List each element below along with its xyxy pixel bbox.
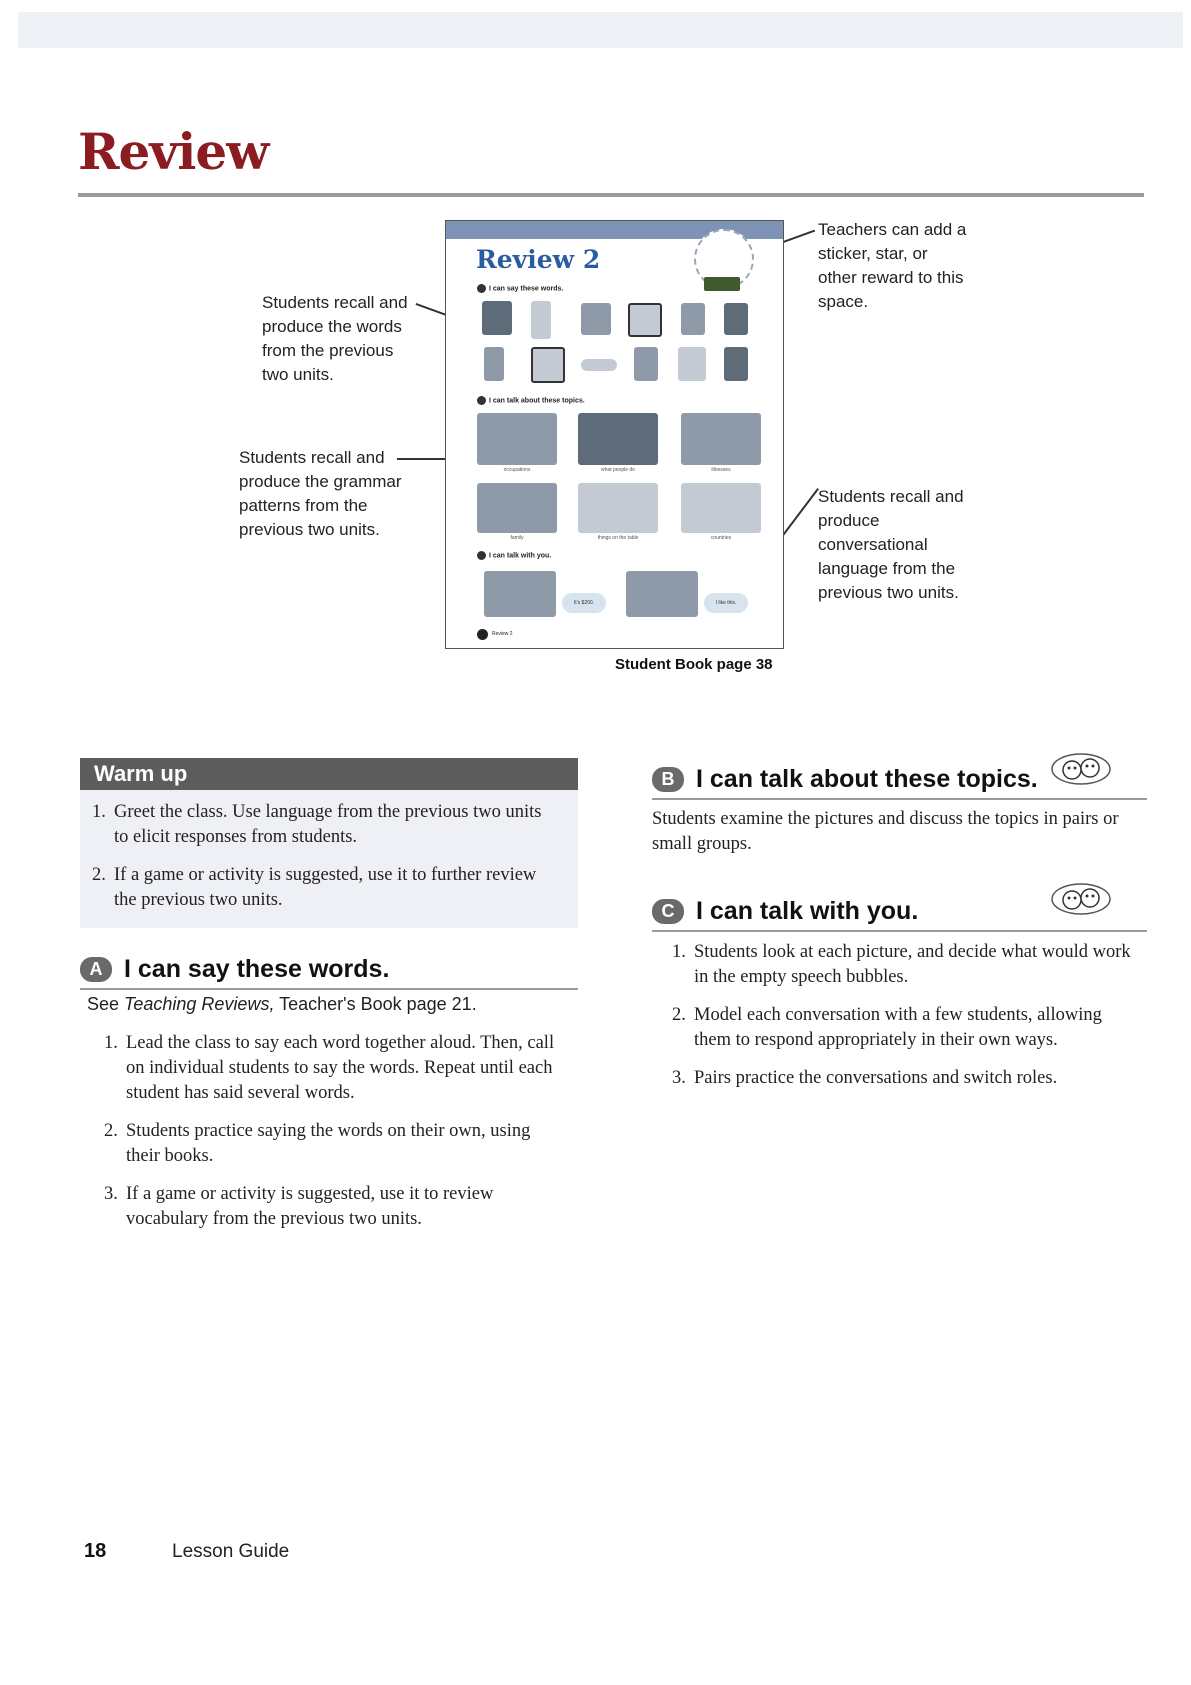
list-item: 1. Lead the class to say each word together aloud. Then, call on individual students to say the words. Repeat until each student has said several words.: [104, 1033, 555, 1103]
student-book-thumbnail: [445, 220, 784, 649]
section-b-rule: [652, 798, 1147, 800]
topic-picture: [681, 483, 761, 533]
speech-bubble: I like this.: [704, 593, 748, 613]
speech-bubble: It's $200.: [562, 593, 606, 613]
topic-caption: occupations: [503, 467, 531, 473]
title-rule: [78, 193, 1144, 197]
list-item: 2. Model each conversation with a few students, allowing them to respond appropriately in their own ways.: [672, 1005, 1102, 1050]
topic-caption: family: [510, 535, 524, 541]
section-b-heading: B I can talk about these topics.: [652, 765, 1038, 794]
list-item: 2. Students practice saying the words on their own, using their books.: [104, 1121, 531, 1166]
word-picture: [678, 347, 706, 381]
top-band: [18, 12, 1183, 48]
word-picture: [484, 347, 504, 381]
reward-ribbon-icon: [704, 277, 740, 291]
topic-picture: [578, 483, 658, 533]
thumbnail-page-badge: [477, 629, 488, 640]
word-picture: [531, 301, 551, 339]
list-item: 2. If a game or activity is suggested, use it to further review the previous two units.: [92, 865, 537, 910]
callout-reward: Teachers can add a sticker, star, or other reward to this space.: [818, 220, 967, 311]
warm-up-heading: Warm up: [80, 758, 578, 790]
section-b-body: Students examine the pictures and discuss the topics in pairs or small groups.: [652, 809, 1119, 854]
word-picture: [681, 303, 705, 335]
footer-label: Lesson Guide: [172, 1541, 290, 1562]
section-c-heading: C I can talk with you.: [652, 897, 918, 926]
callout-conversation: Students recall and produce conversational language from the previous two units.: [818, 487, 964, 602]
thumbnail-section-a: I can say these words.: [477, 284, 563, 293]
word-picture: [531, 347, 565, 383]
thumbnail-section-c: I can talk with you.: [477, 551, 551, 560]
thumbnail-footer: Review 2: [492, 631, 513, 637]
conversation-picture: [626, 571, 698, 617]
topic-caption: things on the table: [597, 535, 639, 541]
page-title: Review: [78, 122, 269, 181]
section-a-badge: A: [80, 957, 112, 982]
thumbnail-section-b: I can talk about these topics.: [477, 396, 585, 405]
topic-picture: [578, 413, 658, 465]
section-a-list: [92, 1031, 562, 1245]
word-picture: [581, 359, 617, 371]
topic-picture: [477, 413, 557, 465]
section-c-rule: [652, 930, 1147, 932]
topic-picture: [681, 413, 761, 465]
topic-caption: illnesses: [711, 467, 731, 473]
section-c-list: [660, 940, 1140, 1104]
section-b-badge: B: [652, 767, 684, 792]
list-item: 3. If a game or activity is suggested, use it to review vocabulary from the previous two units.: [104, 1184, 494, 1229]
warm-up-list: [80, 800, 550, 926]
thumbnail-caption: Student Book page 38: [615, 656, 773, 673]
section-a-heading: A I can say these words.: [80, 955, 389, 984]
list-item: 1. Greet the class. Use language from the previous two units to elicit responses from students.: [92, 802, 542, 847]
section-a-reference: See Teaching Reviews, Teacher's Book page 21.: [87, 994, 477, 1014]
page-number: 18: [84, 1540, 107, 1562]
word-picture: [581, 303, 611, 335]
callout-grammar: Students recall and produce the grammar patterns from the previous two units.: [239, 448, 402, 539]
topic-caption: countries: [710, 535, 732, 541]
pair-work-icon: [1050, 752, 1112, 786]
list-item: 1. Students look at each picture, and decide what would work in the empty speech bubbles.: [672, 942, 1131, 987]
topic-caption: what people do: [601, 467, 635, 473]
conversation-picture: [484, 571, 556, 617]
section-a-rule: [80, 988, 578, 990]
word-picture: [482, 301, 512, 335]
word-picture: [724, 347, 748, 381]
word-picture: [634, 347, 658, 381]
section-c-badge: C: [652, 899, 684, 924]
list-item: 3. Pairs practice the conversations and switch roles.: [672, 1068, 1058, 1088]
topic-picture: [477, 483, 557, 533]
thumbnail-title: Review 2: [476, 245, 601, 274]
callout-words: Students recall and produce the words from the previous two units.: [262, 293, 408, 384]
warm-up-box: [80, 758, 578, 928]
pair-work-icon: [1050, 882, 1112, 916]
word-picture: [628, 303, 662, 337]
word-picture: [724, 303, 748, 335]
